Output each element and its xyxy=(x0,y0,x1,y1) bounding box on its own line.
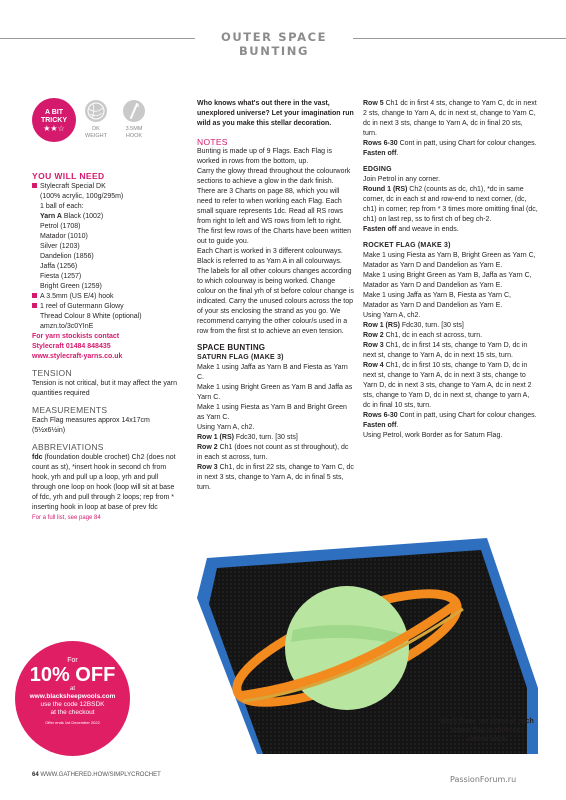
yarn-colour: Yarn A Black (1002) xyxy=(40,213,104,220)
materials-column xyxy=(32,171,182,523)
edging-row: Round 1 (RS) Ch2 (counts as dc, ch1), *dc in same corner, dc in each st and row-end to next corner, (dc, ch1) in corner; rep from * 3 times more omitting final (dc, ch1) on last rep, ss to first ch of beg ch-2. xyxy=(363,186,538,223)
saturn-flag-heading: SATURN FLAG (MAKE 3) xyxy=(197,354,284,361)
pattern-row: Row 4 Ch1, dc in first 10 sts, change to Yarn D, dc in next st, change to Yarn A, dc in next 3 sts, change to Yarn D, dc in next 3 sts, change to Yarn A, dc in next 2 sts, change to Yarn D, dc in next st, change to yarn A, dc in final 10 sts, turn. xyxy=(363,362,532,409)
intro-text: Who knows what's out there in the vast, unexplored universe? Let your imagination run wild as you make this stellar decoration. xyxy=(197,100,354,127)
note-paragraph: Carry the glowy thread throughout the colourwork sections to achieve a glow in the dark finish. xyxy=(197,168,351,185)
yarn-colour: Matador (1010) xyxy=(40,233,88,240)
footer-url[interactable]: WWW.GATHERED.HOW/SIMPLYCROCHET xyxy=(40,772,161,778)
thread-link[interactable]: amzn.to/3c0YInE xyxy=(40,323,94,330)
bullet-square-icon xyxy=(32,303,37,308)
pattern-row: Row 2 Ch1, dc in each st across, turn. xyxy=(363,332,483,339)
saturn-colourway: Make 1 using Jaffa as Yarn B and Fiesta as Yarn C. xyxy=(197,364,348,381)
offer-ends: Offer ends 1st December 2022 xyxy=(45,720,100,725)
yarn-colour: Petrol (1708) xyxy=(40,223,81,230)
yarn-colour: Jaffa (1256) xyxy=(40,263,78,270)
yarn-colour: Fiesta (1257) xyxy=(40,273,82,280)
stockists-link[interactable]: www.stylecraft-yarns.co.uk xyxy=(32,353,123,360)
difficulty-badge xyxy=(32,98,76,142)
pattern-column-3 xyxy=(363,99,538,441)
rocket-colourway: Make 1 using Bright Green as Yarn B, Jaffa as Yarn C, Matador as Yarn D and Dandelion as Yarn E. xyxy=(363,272,532,289)
edging-row: Fasten off and weave in ends. xyxy=(363,226,459,233)
yarn-colour-list xyxy=(32,212,182,292)
pattern-row: Fasten off. xyxy=(363,150,399,157)
pattern-row: Using Petrol, work Border as for Saturn Flag. xyxy=(363,432,503,439)
yarn-colour: Bright Green (1259) xyxy=(40,283,102,290)
badge-line1: A BIT xyxy=(44,109,64,116)
pattern-row: Fasten off. xyxy=(363,422,399,429)
notes-heading: NOTES xyxy=(197,137,228,147)
note-paragraph: There are 3 Charts on page 88, which you will need to refer to when working each Flag. Each small square represents 1dc. Read all RS rows from right to left and WS rows from left to right. The first few rows of the Charts have been written out to guide you. xyxy=(197,188,352,245)
offer-percent: 10% OFF xyxy=(29,664,116,686)
abbreviations-heading: ABBREVIATIONS xyxy=(32,442,104,452)
crochet-hook-icon xyxy=(123,100,145,122)
tension-text: Tension is not critical, but it may affect the yarn quantities required xyxy=(32,380,177,397)
you-will-need-heading: YOU WILL NEED xyxy=(32,171,105,181)
difficulty-stars: ★★☆ xyxy=(43,124,65,133)
saturn-start: Using Yarn A, ch2. xyxy=(197,424,255,431)
yarn-brand: Stylecraft Special DK xyxy=(32,182,182,192)
header-rule-right xyxy=(353,38,566,39)
bullet-square-icon xyxy=(32,183,37,188)
watermark: PassionForum.ru xyxy=(450,775,517,784)
measurements-text: Each Flag measures approx 14x17cm (5½x6½in) xyxy=(32,417,150,434)
space-bunting-heading: SPACE BUNTING xyxy=(197,343,266,352)
discount-offer-badge[interactable] xyxy=(15,641,130,756)
rocket-colourway: Make 1 using Fiesta as Yarn B, Bright Green as Yarn C, Matador as Yarn D and Dandelion as Yarn E. xyxy=(363,252,536,269)
pattern-row: Rows 6-30 Cont in patt, using Chart for colour changes. xyxy=(363,140,537,147)
offer-for: For xyxy=(67,657,78,664)
edging-heading: EDGING xyxy=(363,166,392,173)
pattern-row: Rows 6-30 Cont in patt, using Chart for colour changes. xyxy=(363,412,537,419)
rocket-colourway: Make 1 using Jaffa as Yarn B, Fiesta as Yarn C, Matador as Yarn D and Dandelion as Yarn E. xyxy=(363,292,511,309)
yarn-weight-label: DK WEIGHT xyxy=(85,126,107,139)
yarn-each: 1 ball of each: xyxy=(40,203,84,210)
offer-checkout: at the checkout xyxy=(50,709,95,716)
note-paragraph: Each Chart is worked in 3 different colourways. Black is referred to as Yarn A in all colourways. The labels for all other colours changes according to which colourway is being worked. Change colour on the final yrh of st before colour change is indicated. Carry the unused colours across the top of your sts enclosing the strand as you go. We recommend carrying the other colour/s used in a row from the first st to achieve an even tension. xyxy=(197,248,354,335)
stockists-line2: Stylecraft 01484 848435 xyxy=(32,343,111,350)
page-footer xyxy=(32,772,161,778)
note-paragraph: Bunting is made up of 9 Flags. Each Flag is worked in rows from the bottom, up. xyxy=(197,148,333,165)
pattern-row: Row 5 Ch1 dc in first 4 sts, change to Yarn C, dc in next 2 sts, change to Yarn A, dc in next st, change to Yarn C, dc in next 3 sts, change to Yarn A, dc in final 20 sts, turn. xyxy=(363,100,537,137)
pattern-row: Row 3 Ch1, dc in first 22 sts, change to Yarn C, dc in next 3 sts, change to Yarn A, dc in final 5 sts, turn. xyxy=(197,464,354,491)
photo-caption: Work three versions of each space flag in different colourways xyxy=(440,718,534,743)
yarn-ball-icon xyxy=(85,100,107,122)
page-title: OUTER SPACE BUNTING xyxy=(220,30,328,58)
yarn-colour: Silver (1203) xyxy=(40,243,80,250)
abbreviation-entry: fdc (foundation double crochet) Ch2 (does not count as st), *insert hook in second ch from hook, yrh and pull up a loop, yrh and pull through one loop on hook (loop will sit at base of fdc, yrh and pull through 2 loops; rep from * inserting hook in loop at base of prev fdc xyxy=(32,454,176,511)
saturn-colourway: Make 1 using Fiesta as Yarn B and Bright Green as Yarn C. xyxy=(197,404,347,421)
hook-item: A 3.5mm (US E/4) hook xyxy=(32,292,182,302)
offer-at: at xyxy=(69,686,75,692)
offer-code: use the code 12BSDK xyxy=(40,701,105,708)
rocket-start: Using Yarn A, ch2. xyxy=(363,312,421,319)
thread-item: 1 reel of Gutermann Glowy xyxy=(32,302,182,312)
offer-site: www.blacksheepwools.com xyxy=(29,693,116,700)
pattern-column-2 xyxy=(197,99,354,493)
edging-row: Join Petrol in any corner. xyxy=(363,176,441,183)
pattern-row: Row 1 (RS) Fdc30, turn. [30 sts] xyxy=(363,322,464,329)
stockists-line1: For yarn stockists contact xyxy=(32,333,120,340)
pattern-row: Row 3 Ch1, dc in first 14 sts, change to Yarn D, dc in next st, change to Yarn A, dc in next 15 sts, turn. xyxy=(363,342,528,359)
pattern-row: Row 1 (RS) Fdc30, turn. [30 sts] xyxy=(197,434,298,441)
rocket-flag-heading: ROCKET FLAG (MAKE 3) xyxy=(363,242,451,249)
header-rule-left xyxy=(0,38,195,39)
yarn-spec: (100% acrylic, 100g/295m) xyxy=(40,193,124,200)
saturn-colourway: Make 1 using Bright Green as Yarn B and Jaffa as Yarn C. xyxy=(197,384,353,401)
bullet-square-icon xyxy=(32,293,37,298)
badge-line2: TRICKY xyxy=(40,117,68,124)
page-header xyxy=(0,30,566,58)
page-number: 64 xyxy=(32,772,39,778)
tension-heading: TENSION xyxy=(32,368,72,378)
hook-size-label: 3.5MM HOOK xyxy=(125,126,143,139)
difficulty-info xyxy=(32,98,142,148)
pattern-row: Row 2 Ch1 (does not count as st throughout), dc in each st across, turn. xyxy=(197,444,349,461)
measurements-heading: MEASUREMENTS xyxy=(32,405,108,415)
yarn-colour: Dandelion (1856) xyxy=(40,253,94,260)
abbreviations-more-link[interactable]: For a full list, see page 84 xyxy=(32,515,101,521)
thread-colour: Thread Colour 8 White (optional) xyxy=(40,313,142,320)
